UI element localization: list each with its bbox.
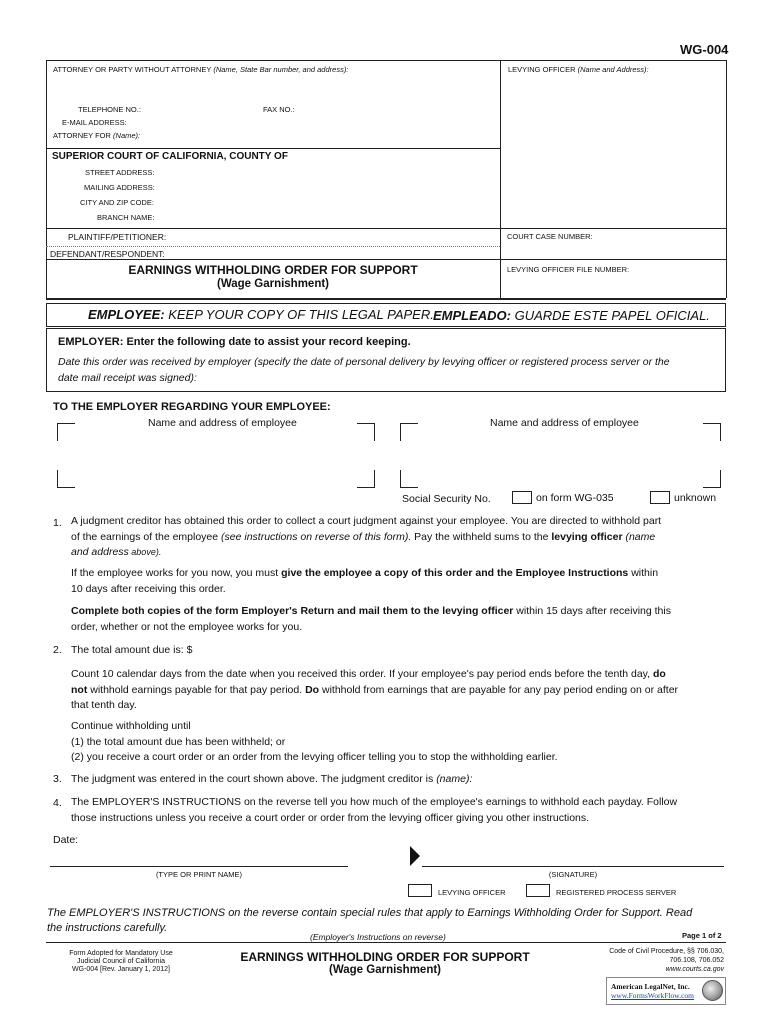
page-number: Page 1 of 2	[682, 931, 722, 940]
plaintiff-label: PLAINTIFF/PETITIONER:	[68, 232, 167, 242]
attorney-for-label: ATTORNEY FOR (Name):	[53, 131, 141, 140]
form-subtitle: (Wage Garnishment)	[216, 278, 330, 290]
continue-withholding-text: Continue withholding until (1) the total amount due has been withheld; or (2) you receive a court order or an order from the levying officer telling you to stop the withholding earlier.	[71, 720, 558, 763]
branch-name-label: BRANCH NAME:	[97, 213, 155, 222]
footer-title: EARNINGS WITHHOLDING ORDER FOR SUPPORT	[240, 950, 530, 964]
levying-officer-label: LEVYING OFFICER (Name and Address):	[508, 65, 649, 74]
employee-name-address-label-2: Name and address of employee	[490, 417, 639, 429]
form-number: WG-004	[680, 42, 729, 57]
city-zip-label: CITY AND ZIP CODE:	[80, 198, 154, 207]
form-title: EARNINGS WITHHOLDING ORDER FOR SUPPORT	[128, 263, 418, 277]
publisher-seal-icon	[702, 980, 723, 1001]
email-label: E-MAIL ADDRESS:	[62, 118, 127, 127]
item-3-number: 3.	[53, 773, 62, 785]
item-4-text: The EMPLOYER'S INSTRUCTIONS on the reverse tell you how much of the employee's earnings to withhold each payday. Follow those instructions unless you receive a court order or order from the levying officer giving you other instructions.	[71, 796, 678, 824]
defendant-label: DEFENDANT/RESPONDENT:	[50, 249, 165, 259]
item-2-number: 2.	[53, 644, 62, 656]
item-2-text: The total amount due is: $	[71, 644, 193, 656]
footer-subtitle: (Wage Garnishment)	[328, 964, 442, 976]
levying-file-number-label: LEVYING OFFICER FILE NUMBER:	[507, 265, 630, 274]
type-print-name-label: (TYPE OR PRINT NAME)	[155, 870, 243, 879]
employer-box-heading: EMPLOYER: Enter the following date to assist your record keeping.	[58, 336, 411, 348]
item-3-text: The judgment was entered in the court shown above. The judgment creditor is (name):	[71, 773, 473, 785]
item-1-text: A judgment creditor has obtained this order to collect a court judgment against your employee. You are directed to withhold part of the earnings of the employee (see instructions on reverse of this form). Pay the withheld sums to the levying officer (name and address above).	[71, 515, 662, 558]
employer-instructions-note: The EMPLOYER'S INSTRUCTIONS on the reverse contain special rules that apply to Earnings Withholding Order for Support. Read the instructions carefully.	[47, 907, 693, 934]
levying-officer-option-label: LEVYING OFFICER	[438, 888, 506, 897]
ssn-unknown-checkbox[interactable]	[650, 491, 670, 504]
signature-arrow-icon	[410, 846, 420, 866]
item-1-number: 1.	[53, 517, 62, 529]
code-citation: Code of Civil Procedure, §§ 706.030, 706.108, 706.052 www.courts.ca.gov	[609, 948, 724, 973]
form-adopted-note: Form Adopted for Mandatory Use Judicial Council of California WG-004 [Rev. January 1, 2012]	[69, 950, 173, 973]
employer-box-text-1: Date this order was received by employer (specify the date of personal delivery by levying officer or registered process server or the	[58, 356, 670, 368]
item-1-return-instruction: Complete both copies of the form Employer's Return and mail them to the levying officer within 15 days after receiving this order, whether or not the employee works for you.	[71, 605, 671, 633]
levying-officer-checkbox[interactable]	[408, 884, 432, 897]
item-1-copy-instruction: If the employee works for you now, you must give the employee a copy of this order and the Employee Instructions within 10 days after receiving this order.	[71, 567, 659, 595]
attorney-label: ATTORNEY OR PARTY WITHOUT ATTORNEY (Name, State Bar number, and address):	[53, 65, 349, 74]
street-address-label: STREET ADDRESS:	[85, 168, 155, 177]
ssn-on-form-checkbox[interactable]	[512, 491, 532, 504]
mailing-address-label: MAILING ADDRESS:	[84, 183, 155, 192]
ssn-unknown-label: unknown	[674, 492, 717, 504]
process-server-option-label: REGISTERED PROCESS SERVER	[556, 888, 677, 897]
fax-label: FAX NO.:	[263, 105, 295, 114]
court-heading: SUPERIOR COURT OF CALIFORNIA, COUNTY OF	[52, 151, 288, 162]
empleado-banner-text: EMPLEADO: GUARDE ESTE PAPEL OFICIAL.	[433, 308, 710, 323]
date-label: Date:	[53, 834, 79, 846]
telephone-label: TELEPHONE NO.:	[78, 105, 141, 114]
employer-box-text-2: date mail receipt was signed):	[58, 372, 197, 384]
to-employer-heading: TO THE EMPLOYER REGARDING YOUR EMPLOYEE:	[53, 401, 331, 413]
ssn-label: Social Security No.	[402, 493, 491, 505]
count-days-text: Count 10 calendar days from the date when you received this order. If your employee's pay period ends before the tenth day, do not withhold earnings payable for that pay period. Do withhold from earnings that are payable for any pay period ending on or after that tenth day.	[71, 668, 679, 711]
process-server-checkbox[interactable]	[526, 884, 550, 897]
employee-name-address-label-1: Name and address of employee	[148, 417, 297, 429]
court-case-number-label: COURT CASE NUMBER:	[507, 232, 593, 241]
reverse-note: (Employer's Instructions on reverse)	[310, 932, 446, 942]
item-4-number: 4.	[53, 797, 62, 809]
ssn-on-form-label: on form WG-035	[536, 492, 614, 504]
publisher-text: American LegalNet, Inc. www.FormsWorkFlow.com	[611, 982, 695, 1000]
signature-label: (SIGNATURE)	[548, 870, 598, 879]
employee-banner-text: EMPLOYEE: KEEP YOUR COPY OF THIS LEGAL PAPER.	[88, 307, 434, 322]
